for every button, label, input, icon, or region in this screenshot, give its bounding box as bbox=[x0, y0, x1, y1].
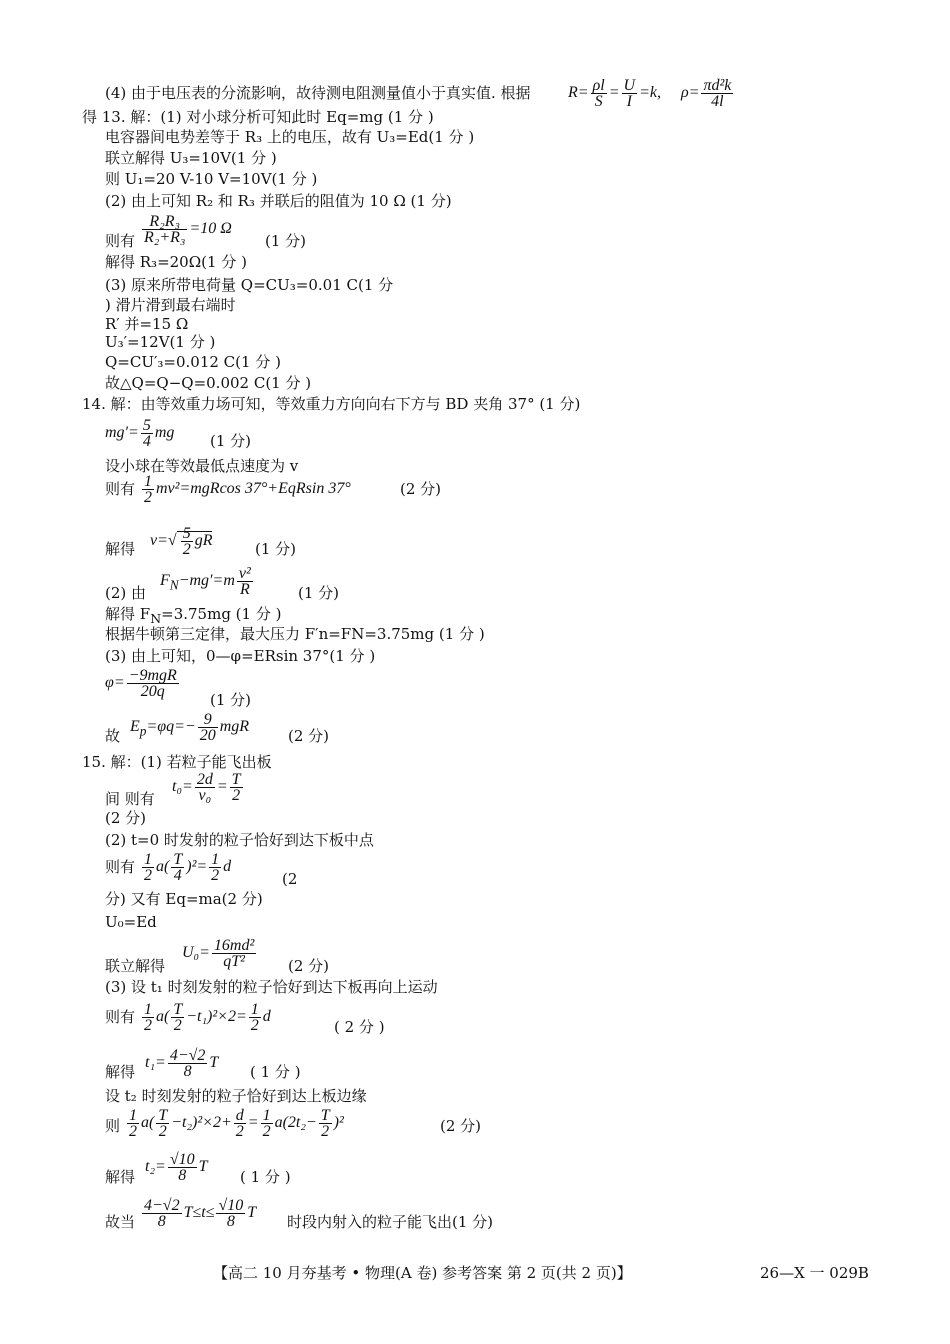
equation-t0: t₀= $\frac{2d}{\text{v₀}}$ = $\frac{T}{2}$ bbox=[172, 771, 241, 804]
text-line: 联立解得 bbox=[105, 957, 166, 975]
text-line: (1 分) bbox=[255, 540, 297, 558]
text-line: (1 分) bbox=[265, 232, 307, 250]
text-line: ( 2 分 ) bbox=[334, 1018, 385, 1036]
equation-velocity: v=√ $\frac{5}{2}$ gR bbox=[150, 525, 213, 558]
text-line: (2) 由 bbox=[105, 584, 147, 602]
text-line: (2 分) bbox=[400, 480, 442, 498]
text-line: 则 U₁=20 V-10 V=10V(1 分 ) bbox=[105, 170, 318, 188]
text-line: U₃′=12V(1 分 ) bbox=[105, 333, 216, 351]
text-line: (3) 原来所带电荷量 Q=CU₃=0.01 C(1 分 bbox=[105, 276, 394, 294]
text-line: 则有 bbox=[105, 858, 136, 876]
text-line: 时段内射入的粒子能飞出(1 分) bbox=[287, 1213, 494, 1231]
equation-time-range: $\frac{4-√2}{8}$ T≤t≤ $\frac{√10}{8}$ T bbox=[144, 1197, 257, 1230]
equation-u0: U₀= $\frac{\text{16md²}}{\text{qT²}}$ bbox=[182, 937, 255, 970]
text-line: 解得 R₃=20Ω(1 分 ) bbox=[105, 253, 247, 271]
text-line: 则有 bbox=[105, 232, 136, 250]
text-line: (2) 由上可知 R₂ 和 R₃ 并联后的阻值为 10 Ω (1 分) bbox=[105, 192, 452, 210]
text-line: (1 分) bbox=[210, 691, 252, 709]
text-line: 则 bbox=[105, 1117, 121, 1135]
equation-t2-motion: $\frac{1}{2}$ a( $\frac{T}{2}$ −t₂)²×2+ $\frac{d}{2}$ = $\frac{1}{2}$ a(2t₂− $\frac{T}{2}$ )² bbox=[129, 1107, 344, 1140]
equation-normal-force: $F_N-mg'=m$ $\frac{\text{v²}}{R}$ bbox=[160, 565, 251, 598]
equation-energy: $\frac{1}{2}$ mv²=mgRcos 37°+EqRsin 37° bbox=[144, 473, 351, 506]
text-line: 间 则有 bbox=[105, 790, 155, 808]
text-line: 设小球在等效最低点速度为 v bbox=[105, 457, 299, 475]
text-line: 14. 解：由等效重力场可知，等效重力方向向右下方与 BD 夹角 37° (1 分) bbox=[82, 395, 581, 413]
text-line: 则有 bbox=[105, 480, 136, 498]
text-line: 15. 解：(1) 若粒子能飞出板 bbox=[82, 753, 272, 771]
text-line: 故△Q=Q−Q=0.002 C(1 分 ) bbox=[105, 374, 312, 392]
text-line: 解得 bbox=[105, 540, 136, 558]
text-line: 解得 bbox=[105, 1168, 136, 1186]
text-line: U₀=Ed bbox=[105, 913, 157, 931]
equation-t1: t₁= $\frac{4-√2}{8}$ T bbox=[145, 1047, 219, 1080]
text-line: 分) 又有 Eq=ma(2 分) bbox=[105, 890, 263, 908]
text-line: 得 13. 解：(1) 对小球分析可知此时 Eq=mg (1 分 ) bbox=[82, 108, 434, 126]
text-line: (2 分) bbox=[440, 1117, 482, 1135]
text-line: 故当 bbox=[105, 1213, 136, 1231]
text-line: (3) 由上可知，0—φ=ERsin 37°(1 分 ) bbox=[105, 647, 376, 665]
text-line: 故 bbox=[105, 727, 121, 745]
text-line: 根据牛顿第三定律，最大压力 F′n=FN=3.75mg (1 分 ) bbox=[105, 625, 485, 643]
equation-t2: t₂= $\frac{√10}{8}$ T bbox=[145, 1151, 208, 1184]
text-line: (4) 由于电压表的分流影响，故待测电阻测量值小于真实值. 根据 bbox=[105, 84, 531, 102]
text-line: ) 滑片滑到最右端时 bbox=[105, 296, 236, 314]
equation-potential-energy: $E_p=\varphi q=-$ $\frac{9}{20}$ mgR bbox=[130, 711, 250, 744]
text-line: (2 分) bbox=[288, 727, 330, 745]
footer-code: 26—X 一 029B bbox=[760, 1264, 869, 1282]
text-line: (2) t=0 时发射的粒子恰好到达下板中点 bbox=[105, 831, 374, 849]
text-line: (3) 设 t₁ 时刻发射的粒子恰好到达下板再向上运动 bbox=[105, 978, 438, 996]
text-line: (1 分) bbox=[210, 432, 252, 450]
equation-potential: φ= $\frac{\text{−9mgR}}{20q}$ bbox=[105, 667, 177, 700]
footer-title: 【高二 10 月夯基考 • 物理(A 卷) 参考答案 第 2 页(共 2 页)】 bbox=[213, 1264, 632, 1282]
text-line: R′ 并=15 Ω bbox=[105, 315, 189, 333]
text-line: Q=CU′₃=0.012 C(1 分 ) bbox=[105, 353, 281, 371]
equation-resistivity: R= $\frac{\rho l}{S}$ = $\frac{U}{I}$ =k, ρ= $\frac{\text{πd²k}}{4l}$ bbox=[568, 77, 732, 110]
text-line: 解得 $F_N=3.75mg$ (1 分 ) bbox=[105, 605, 282, 626]
equation-t0-motion: $\frac{1}{2}$ a( $\frac{T}{4}$ )²= $\frac{1}{2}$ d bbox=[144, 851, 232, 884]
equation-effective-gravity: mg′= $\frac{5}{4}$ mg bbox=[105, 417, 175, 450]
text-line: 电容器间电势差等于 R₃ 上的电压，故有 U₃=Ed(1 分 ) bbox=[105, 128, 475, 146]
text-line: ( 1 分 ) bbox=[240, 1168, 291, 1186]
text-line: (2 bbox=[282, 870, 298, 888]
text-line: (1 分) bbox=[298, 584, 340, 602]
text-line: ( 1 分 ) bbox=[250, 1063, 301, 1081]
text-line: 解得 bbox=[105, 1063, 136, 1081]
text-line: 联立解得 U₃=10V(1 分 ) bbox=[105, 149, 277, 167]
text-line: 则有 bbox=[105, 1008, 136, 1026]
text-line: (2 分) bbox=[288, 957, 330, 975]
equation-parallel-resistance: $\frac{\text{R₂R₃}}{\text{R₂+R₃}}$ =10 Ω bbox=[144, 213, 232, 246]
text-line: (2 分) bbox=[105, 809, 147, 827]
text-line: 设 t₂ 时刻发射的粒子恰好到达上板边缘 bbox=[105, 1087, 367, 1105]
equation-t1-motion: $\frac{1}{2}$ a( $\frac{T}{2}$ −t₁)²×2= $\frac{1}{2}$ d bbox=[144, 1001, 271, 1034]
